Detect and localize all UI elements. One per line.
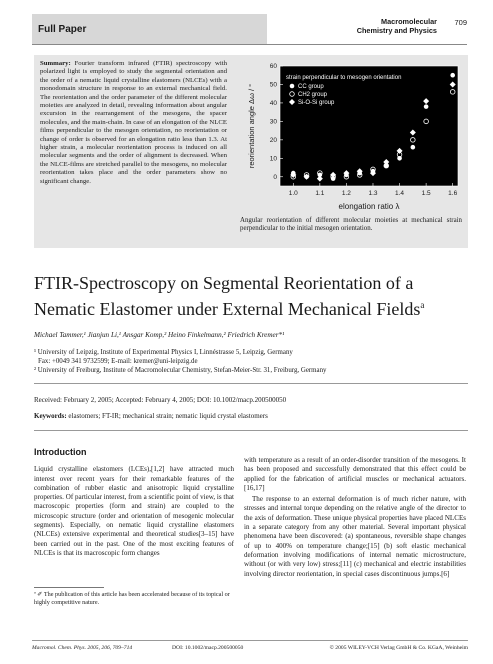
affiliations [34,348,464,375]
x-tick-label: 1.6 [448,190,458,197]
legend-label: CC group [298,84,324,90]
y-tick-label: 0 [273,173,277,181]
x-tick-label: 1.1 [315,190,325,197]
keywords [34,412,464,420]
divider [34,430,468,431]
intro-paragraph: Liquid crystalline elastomers (LCEs),[1,2] have attracted much interest over recent years for their remarkable features of the combination of rubber elastic and anisotropic liquid crystalline properties. Of particular interest, from a scientific point of view, is that macroscopic properties (form and strain) are coupled to the microscopic structure (order and orientation of mesogenic molecular segments). Especially, on nematic liquid crystalline elastomers (NLCEs) extensive experimental and theoretical studies[3–15] have been carried out in the past. One of the most exciting features of NLCEs is that its macroscopic form changes [34,465,234,557]
header-rule [32,44,467,45]
x-tick-label: 1.2 [341,190,351,197]
journal-name [357,17,437,35]
intro-heading: Introduction [34,447,87,457]
x-tick-label: 1.5 [421,190,431,197]
title-footnote-mark: a [420,300,425,310]
copyright: © 2005 WILEY-VCH Verlag GmbH & Co. KGaA, Weinheim [329,645,468,651]
x-tick-label: 1.4 [395,190,405,197]
affiliation-2: ² University of Freiburg, Institute of Macromolecular Chemistry, Stefan-Meier-Str. 31, Freiburg, Germany [34,367,327,374]
summary-box [34,55,468,248]
footnote: ª ✐ The publication of this article has been accelerated because of its topical or highly competitive nature. [34,591,230,606]
figure [240,62,462,216]
journal-line2: Chemistry and Physics [356,26,437,35]
footnote-rule [34,587,104,588]
section-tab [32,14,267,44]
summary-label: Summary: [40,60,71,67]
intro-paragraph: The response to an external deformation is of much richer nature, with stresses and internal torque depending on the relative angle of the director to the axis of deformation. These unique physical properties have placed NLCEs in a separate category from any other material. Several important physical phenomena have been discovered: (a) spontaneous, reversible shape changes of up to 400% on temperature change;[15] (b) soft elastic mechanical deformation involving modifications of internal nematic microstructure, without (or with very low) stress;[11] (c) mechanical and electric instabilities involving director reorientation, in special cases discontinuous jumps.[6] [244,495,466,578]
affiliation-1-contact: Fax: +0049 341 9732599; E-mail: kremer@uni-leipzig.de [38,358,198,365]
footer-doi: DOI: 10.1002/macp.200500050 [172,645,244,651]
y-tick-label: 60 [269,63,277,70]
intro-right-column [244,456,466,581]
data-point [424,104,429,109]
authors: Michael Tammer,¹ Jianjun Li,¹ Ansgar Komp,² Heino Finkelmann,² Friedrich Kremer*¹ [34,331,285,339]
legend-marker [290,84,295,89]
article-title [34,272,464,320]
y-tick-label: 30 [269,118,277,126]
x-axis-label: elongation ratio λ [338,202,400,211]
y-axis-label: reorientation angle Δω / ° [247,83,256,169]
chart-annotation: strain perpendicular to mesogen orientation [286,75,402,81]
figure-caption: Angular reorientation of different molecular moieties at mechanical strain perpendicular to the initial mesogen orientation. [240,217,462,233]
page-number: 709 [454,18,467,27]
journal-line1: Macromolecular [381,17,437,26]
x-tick-label: 1.0 [288,190,298,197]
y-tick-label: 40 [269,99,277,107]
legend-label: CH2 group [298,92,328,98]
section-label: Full Paper [38,24,87,35]
reorientation-chart [240,62,462,216]
intro-left-column [34,448,234,560]
keywords-text: elastomers; FT-IR; mechanical strain; nematic liquid crystal elastomers [68,412,268,420]
summary [40,60,227,186]
divider [34,383,468,384]
x-tick-label: 1.3 [368,190,378,197]
data-point [411,145,416,150]
summary-text: Fourier transform infrared (FTIR) spectroscopy with polarized light is employed to study the segmental orientation and the order of a nematic liquid crystalline elastomers (NLCEs) with a monodomain structure in response to an external mechanical field. The reorientation and the order parameter of the different molecular moieties are analyzed in detail, revealing information about angular excursion in the rearrangement of the mesogens, the spacer molecules, and the main-chain. In case of an elongation of the NLCE films perpendicular to the mesogen orientation, no reorientation or change of order is observed for an elongation ratio less than 1.3. At higher strain, a molecular reorientation process is induced on all molecular segments and the order of alignment is decreased. When the NLCE-films are stretched parallel to the mesogens, no molecular reorientation takes place and the order parameters show no significant change. [40,60,227,185]
citation: Macromol. Chem. Phys. 2005, 206, 709–714 [32,645,133,651]
intro-paragraph: with temperature as a result of an order-disorder transition of the mesogens. It has been proposed and successfully demonstrated that this effect could be applied for the fabrication of artificial muscles or mechanical actuators.[16,17] [244,456,466,492]
affiliation-1: ¹ University of Leipzig, Institute of Experimental Physics I, Linnéstrasse 5, Leipzig, Germany [34,349,293,356]
article-dates: Received: February 2, 2005; Accepted: February 4, 2005; DOI: 10.1002/macp.200500050 [34,396,287,404]
y-tick-label: 50 [269,81,277,89]
running-header [32,14,467,44]
keywords-label: Keywords: [34,412,67,420]
data-point [450,73,455,78]
footer-rule [32,640,468,641]
y-tick-label: 10 [269,155,277,163]
legend-label: Si-O-Si group [298,100,335,106]
y-tick-label: 20 [269,136,277,144]
article-title-text: FTIR-Spectroscopy on Segmental Reorientation of a Nematic Elastomer under External Mechanical Fields [34,273,421,319]
